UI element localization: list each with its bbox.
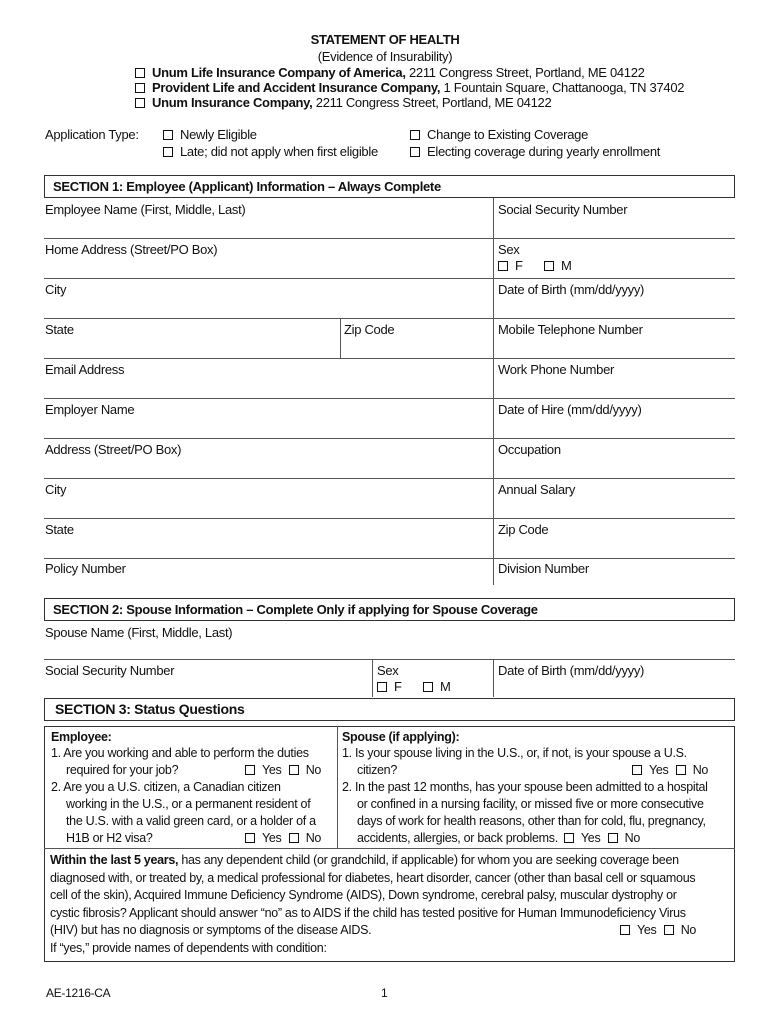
company-name: Unum Insurance Company,	[152, 95, 313, 110]
employee-q2-line3: the U.S. with a valid green card, or a holder of a	[66, 814, 316, 828]
employee-q1-answers[interactable]	[245, 762, 321, 779]
field-divider	[44, 238, 735, 239]
dependent-text: has any dependent child (or grandchild, if applicable) for whom you are seeking coverage been	[178, 853, 679, 867]
dependent-line-3: cell of the skin), Acquired Immune Deficiency Syndrome (AIDS), Down syndrome, cerebral palsy, muscular dystrophy or	[50, 888, 677, 902]
spouse-q2-line4	[357, 830, 640, 847]
app-type-newly-eligible[interactable]	[163, 127, 257, 142]
dob-field[interactable]: Date of Birth (mm/dd/yyyy)	[498, 282, 645, 297]
option-label: Newly Eligible	[180, 127, 257, 142]
no-label: No	[305, 831, 322, 845]
checkbox[interactable]	[410, 147, 420, 157]
city-field[interactable]: City	[45, 282, 67, 297]
section1-title: SECTION 1: Employee (Applicant) Information – Always Complete	[53, 179, 441, 194]
state-field[interactable]: State	[45, 322, 74, 337]
column-divider	[493, 198, 494, 585]
employer-address-field[interactable]: Address (Street/PO Box)	[45, 442, 182, 457]
employee-q2-line1: 2. Are you a U.S. citizen, a Canadian citizen	[51, 780, 281, 794]
dependent-line-1	[50, 852, 730, 870]
company-option-provident[interactable]	[135, 80, 684, 95]
yes-label: Yes	[637, 923, 657, 937]
employee-q2-line2: working in the U.S., or a permanent resident of	[66, 797, 311, 811]
zip-field[interactable]: Zip Code	[344, 322, 395, 337]
checkbox[interactable]	[163, 147, 173, 157]
application-type-label: Application Type:	[45, 127, 139, 142]
annual-salary-field[interactable]: Annual Salary	[498, 482, 576, 497]
checkbox-male[interactable]	[544, 261, 554, 271]
work-phone-field[interactable]: Work Phone Number	[498, 362, 615, 377]
sex-label: Sex	[498, 242, 520, 257]
female-label: F	[515, 258, 523, 273]
spouse-heading: Spouse (if applying):	[342, 730, 460, 744]
spouse-q2-line3: days of work for health reasons, other than for cold, flu, pregnancy,	[357, 814, 706, 828]
yes-label: Yes	[580, 831, 601, 845]
spouse-q1-line2: citizen?	[357, 763, 397, 777]
checkbox-no[interactable]	[608, 833, 618, 843]
option-label: Electing coverage during yearly enrollment	[427, 144, 661, 159]
dependent-followup: If “yes,” provide names of dependents with condition:	[50, 940, 327, 955]
employee-q2-line4: H1B or H2 visa?	[66, 831, 153, 845]
field-divider	[44, 358, 735, 359]
column-divider	[337, 726, 338, 848]
no-label: No	[305, 763, 322, 777]
spouse-dob-field[interactable]: Date of Birth (mm/dd/yyyy)	[498, 663, 645, 678]
company-name: Provident Life and Accident Insurance Company,	[152, 80, 441, 95]
section3-title: SECTION 3: Status Questions	[55, 701, 245, 717]
male-label: M	[439, 679, 451, 694]
occupation-field[interactable]: Occupation	[498, 442, 561, 457]
checkbox-yes[interactable]	[245, 765, 255, 775]
company-address: 1 Fountain Square, Chattanooga, TN 37402	[443, 80, 685, 95]
spouse-q2-line1: 2. In the past 12 months, has your spouse been admitted to a hospital	[342, 780, 708, 794]
checkbox-male[interactable]	[423, 682, 433, 692]
employer-state-field[interactable]: State	[45, 522, 74, 537]
division-number-field[interactable]: Division Number	[498, 561, 589, 576]
spouse-q1-line1: 1. Is your spouse living in the U.S., or, if not, is your spouse a U.S.	[342, 746, 687, 760]
dependent-question	[50, 852, 730, 957]
field-divider	[44, 438, 735, 439]
employee-q1-line2: required for your job?	[66, 763, 179, 777]
page-number: 1	[381, 986, 388, 1000]
form-subtitle: (Evidence of Insurability)	[317, 49, 453, 64]
female-label: F	[394, 679, 402, 694]
male-label: M	[560, 258, 572, 273]
yes-label: Yes	[262, 831, 282, 845]
checkbox-yes[interactable]	[564, 833, 574, 843]
spouse-ssn-field[interactable]: Social Security Number	[45, 663, 175, 678]
checkbox-female[interactable]	[498, 261, 508, 271]
spouse-sex-options[interactable]	[377, 679, 451, 694]
company-option-unum-insurance[interactable]	[135, 95, 551, 110]
ssn-field[interactable]: Social Security Number	[498, 202, 628, 217]
checkbox[interactable]	[410, 130, 420, 140]
employer-city-field[interactable]: City	[45, 482, 67, 497]
mobile-phone-field[interactable]: Mobile Telephone Number	[498, 322, 643, 337]
employee-heading: Employee:	[51, 730, 112, 744]
app-type-yearly-enrollment[interactable]	[410, 144, 660, 159]
checkbox-no[interactable]	[289, 833, 299, 843]
employee-q1-line1: 1. Are you working and able to perform the duties	[51, 746, 309, 760]
employee-q2-answers[interactable]	[245, 830, 321, 847]
spouse-q2-answers[interactable]	[564, 831, 640, 845]
no-label: No	[680, 923, 697, 937]
dependent-lead: Within the last 5 years,	[50, 853, 179, 867]
option-label: Change to Existing Coverage	[427, 127, 589, 142]
dependent-line-5: (HIV) but has no diagnosis or symptoms of the disease AIDS.	[50, 923, 372, 937]
checkbox-no[interactable]	[664, 925, 674, 935]
dependent-line-4: cystic fibrosis? Applicant should answer “no” as to AIDS if the child has tested positive for Human Immunodeficiency Virus	[50, 905, 686, 920]
checkbox-yes[interactable]	[620, 925, 630, 935]
field-divider	[44, 278, 735, 279]
field-divider	[44, 848, 735, 849]
dependent-answers[interactable]	[620, 922, 696, 939]
employer-zip-field[interactable]: Zip Code	[498, 522, 549, 537]
column-divider	[372, 659, 373, 697]
checkbox-female[interactable]	[377, 682, 387, 692]
spouse-q2-line2: or confined in a nursing facility, or missed five or more consecutive	[357, 797, 704, 811]
company-address: 2211 Congress Street, Portland, ME 04122	[315, 95, 552, 110]
company-address: 2211 Congress Street, Portland, ME 04122	[408, 65, 645, 80]
spouse-name-field[interactable]: Spouse Name (First, Middle, Last)	[45, 625, 233, 640]
employee-name-field[interactable]: Employee Name (First, Middle, Last)	[45, 202, 246, 217]
field-divider	[44, 318, 735, 319]
sex-options[interactable]	[498, 258, 572, 273]
option-label: Late; did not apply when first eligible	[180, 144, 378, 159]
email-field[interactable]: Email Address	[45, 362, 125, 377]
section2-title: SECTION 2: Spouse Information – Complete Only if applying for Spouse Coverage	[53, 602, 538, 617]
app-type-change-coverage[interactable]	[410, 127, 588, 142]
field-divider	[44, 518, 735, 519]
home-address-field[interactable]: Home Address (Street/PO Box)	[45, 242, 218, 257]
checkbox[interactable]	[163, 130, 173, 140]
dependent-line-2: diagnosed with, or treated by, a medical professional for diabetes, heart disorder, cancer (other than basal cell or squamous	[50, 870, 696, 885]
date-of-hire-field[interactable]: Date of Hire (mm/dd/yyyy)	[498, 402, 642, 417]
checkbox-no[interactable]	[289, 765, 299, 775]
checkbox-no[interactable]	[676, 765, 686, 775]
company-name: Unum Life Insurance Company of America,	[152, 65, 406, 80]
no-label: No	[692, 763, 709, 777]
spouse-sex-label: Sex	[377, 663, 399, 678]
question-text: accidents, allergies, or back problems.	[357, 831, 558, 845]
policy-number-field[interactable]: Policy Number	[45, 561, 126, 576]
checkbox-yes[interactable]	[245, 833, 255, 843]
checkbox[interactable]	[135, 83, 145, 93]
checkbox[interactable]	[135, 68, 145, 78]
app-type-late[interactable]	[163, 144, 378, 159]
column-divider	[340, 318, 341, 358]
field-divider	[44, 398, 735, 399]
field-divider	[44, 558, 735, 559]
form-title: STATEMENT OF HEALTH	[310, 32, 460, 47]
column-divider	[493, 659, 494, 697]
yes-label: Yes	[649, 763, 669, 777]
form-code: AE-1216-CA	[46, 986, 111, 1000]
employer-name-field[interactable]: Employer Name	[45, 402, 135, 417]
checkbox[interactable]	[135, 98, 145, 108]
field-divider	[44, 659, 735, 660]
spouse-q1-answers[interactable]	[632, 762, 708, 779]
checkbox-yes[interactable]	[632, 765, 642, 775]
company-option-unum-america[interactable]	[135, 65, 645, 80]
field-divider	[44, 478, 735, 479]
yes-label: Yes	[262, 763, 282, 777]
no-label: No	[624, 831, 640, 845]
